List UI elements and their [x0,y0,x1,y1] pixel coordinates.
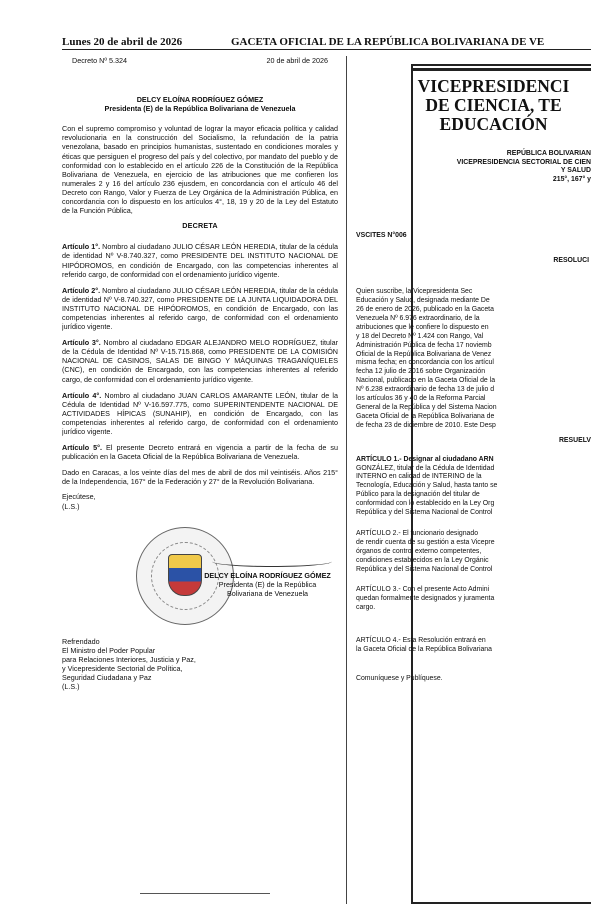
intro-line: Administración Pública de fecha 17 noviemb [356,341,492,349]
inst-line-2: VICEPRESIDENCIA SECTORIAL DE CIEN [456,158,591,166]
resolution-article-3 [356,586,591,613]
signature-block [62,513,338,631]
title-line-2: DE CIENCIA, TE [425,95,562,115]
header-date: Lunes 20 de abril de 2026 [62,36,183,48]
intro-line: de fecha 23 de diciembre de 2010. Este Desp [356,421,496,429]
resolucion-heading: RESOLUCI [553,257,589,265]
article-line: condiciones establecidos en la Ley Orgánic [356,556,489,564]
header-gazette-title: GACETA OFICIAL DE LA REPÚBLICA BOLIVARIANA DE VE [231,36,545,48]
minister-line-1: El Ministro del Poder Popular [62,645,156,655]
article-text: Nombro al ciudadano JULIO CÉSAR LEÓN HEREDIA, titular de la cédula de identidad Nº V-8.740.327, como PRESIDENTE DEL INSTITUTO NACIONAL DE HIPÓDROMOS, en condición de Encargado, con las competencias inherentes al referido cargo, de conformidad con el ordenamiento jurídico vigente. [62,242,338,279]
decree-date: 20 de abril de 2026 [266,56,328,65]
article-line: cargo. [356,604,376,612]
article-line: ARTÍCULO 1.- Designar al ciudadano ARN [356,455,494,463]
intro-line: 26 de enero de 2026, publicado en la Gaceta [356,306,494,313]
article-line: ARTÍCULO 4.- Esta Resolución entrará en [356,637,486,645]
article-line: Tecnología, Educación y Salud, hasta tanto se [356,482,498,490]
ejecutese-label: Ejecútese, [62,492,96,502]
intro-line: fecha 12 julio de 2016 sobre Organización [356,368,486,376]
minister-line-4: Seguridad Ciudadana y Paz [62,673,152,683]
article-text: Nombro al ciudadano EDGAR ALEJANDRO MELO RODRÍGUEZ, titular de la Cédula de Identidad Nº V-15.715.868, como PRESIDENTE DE LA COMISIÓN NACIONAL DE CASINOS, SALAS DE BINGO Y MÁQUINAS TRAGANÍQUELES (CNC), en condición de Encargado, con las competencias inherentes al referido cargo, de conformidad con el ordenamiento jurídico vigente. [62,338,338,384]
title-line-1: VICEPRESIDENCI [417,76,570,96]
article-text: El presente Decreto entrará en vigencia a partir de la fecha de su publicación en la Gaceta Oficial de la República Bolivariana de Venezuela. [62,443,338,462]
intro-line: Oficial de la República Bolivariana de Venez [356,350,492,358]
column-divider [346,56,347,904]
signature-line [140,893,270,894]
article-line: la Gaceta Oficial de la República Bolivariana [356,646,492,654]
article-lead: Artículo 2°. [62,285,101,295]
decree-article-1 [62,242,338,278]
decree-article-2 [62,286,338,331]
article-text: Nombro al ciudadano JULIO CÉSAR LEÓN HEREDIA, titular de la cédula de identidad Nº V-8.740.327, como PRESIDENTE DE LA JUNTA LIQUIDADORA DEL INSTITUTO NACIONAL DE HIPÓDROMOS, en condición de Encargado, con las competencias inherentes al referido cargo, de conformidad con el ordenamiento jurídico vigente. [62,285,338,332]
intro-line: atribuciones que le confiere lo dispuesto en [356,323,489,331]
intro-line: Nacional, publicado en la Gaceta Oficial de la [356,377,496,385]
ls-mark: (L.S.) [62,682,80,692]
article-line: INTERNO en calidad de INTERINO de la [356,473,482,481]
countersignature [62,637,338,692]
decreta-heading: DECRETA [182,221,218,231]
decree-article-4 [62,391,338,436]
signer-title-heading: Presidenta (E) de la República Bolivariana de Venezuela [104,104,296,114]
article-line: República y del Sistema Nacional de Control [356,509,493,517]
decree-article-5 [62,443,338,461]
article-lead: Artículo 3°. [62,338,101,348]
refrendado-label: Refrendado [62,636,100,646]
institution-heading [356,150,591,184]
decree-article-3 [62,338,338,383]
signature-title-1: Presidenta (E) de la República [218,579,317,589]
minister-line-2: para Relaciones Interiores, Justicia y Paz, [62,654,196,664]
intro-line: misma fecha; en concordancia con los artícul [356,359,494,367]
article-lead: Artículo 1°. [62,242,101,252]
decree-closing: Dado en Caracas, a los veinte días del mes de abril de dos mil veintiséis. Años 215° de la Independencia, 167° de la Federación y 27° de la Revolución Bolivariana. [62,468,338,487]
signer-name-heading: DELCY ELOÍNA RODRÍGUEZ GÓMEZ [136,95,264,105]
article-text: Nombro al ciudadano JUAN CARLOS AMARANTE LEÓN, titular de la Cédula de Identidad Nº V-16.597.775, como SUPERINTENDENTE NACIONAL DE ACTIVIDADES HÍPICAS (SUNAHIP), en condición de Encargado, con las competencias inherentes al referido cargo, de conformidad con el ordenamiento jurídico vigente. [62,390,338,436]
resolution-article-2 [356,530,591,575]
minister-line-3: y Vicepresidente Sectorial de Política, [62,663,183,673]
signature-name: DELCY ELOÍNA RODRÍGUEZ GÓMEZ [204,570,331,580]
handwritten-signature [212,556,332,567]
article-line: Público para la designación del titular de [356,491,480,499]
inst-line-4: 215°, 167° y [552,175,591,183]
article-line: GONZÁLEZ, titular de la Cédula de Identidad [356,464,495,472]
decree-number: Decreto Nº 5.324 [72,56,127,65]
intro-line: Venezuela Nº 6.976 extraordinario, de la [356,314,480,322]
intro-line: y 18 del Decreto Nº 1.424 con Rango, Val [356,332,484,340]
article-line: ARTÍCULO 2.- El funcionario designado [356,529,479,537]
article-line: de rendir cuenta de su gestión a esta Vicepre [356,538,495,546]
gazette-header [0,0,591,52]
ls-mark: (L.S.) [62,501,80,511]
article-line: quedan formalmente designados y juramenta [356,595,495,603]
resolution-title [396,77,591,134]
decree-meta [62,56,338,65]
resolution-intro [356,288,591,431]
resolution-number: VSCITES N°006 [356,232,407,240]
signature-title-2: Bolivariana de Venezuela [226,588,309,598]
header-rule [62,49,591,50]
resuelve-heading: RESUELV [558,436,591,444]
article-line: órganos de control externo competentes, [356,547,482,555]
decree-preamble: Con el supremo compromiso y voluntad de lograr la mayor eficacia política y calidad revolucionaria en la construcción del Socialismo, la refundación de la patria venezolana, basado en principios humanistas, sustentado en condiciones morales y éticas que persiguen el progreso del país y del colectivo, por mandato del pueblo y de conformidad con lo establecido en el artículo 226 de la Constitución de la República Bolivariana de Venezuela, en ejercicio de las atribuciones que me confieren los numerales 2 y 16 del artículo 236 ejusdem, en concordancia con el artículo 46 del Decreto con Rango, Valor y Fuerza de Ley Orgánica de la Administración Pública, en concordancia con lo dispuesto en los artículos 4°, 18, 19 y 20 de la Ley del Estatuto de la Función Pública, [62,124,338,216]
resolution-closing: Comuníquese y Publíquese. [356,675,443,682]
inst-line-3: Y SALUD [560,167,591,175]
resolution-article-4 [356,637,591,655]
article-line: conformidad con lo establecido en la Ley Org [356,500,495,508]
intro-line: General de la República y del Sistema Nacion [356,403,497,411]
intro-line: Educación y Salud, designada mediante De [356,297,490,305]
resolution-article-1 [356,456,591,518]
article-line: ARTÍCULO 3.- Con el presente Acto Admini [356,586,490,594]
resolution-column [356,56,591,904]
intro-line: los artículos 36 y 40 de la Reforma Parcial [356,395,486,403]
article-lead: Artículo 5°. [62,443,103,453]
intro-line: Gaceta Oficial de la República Bolivariana de [356,412,495,420]
title-line-3: EDUCACIÓN [439,114,548,134]
decree-column [62,56,338,904]
signature-caption [197,571,338,598]
intro-line: Nº 6.238 extraordinario de fecha 13 de julio d [356,386,495,394]
article-line: República y del Sistema Nacional de Control [356,565,493,573]
inst-line-1: REPÚBLICA BOLIVARIAN [506,150,591,157]
intro-line: Quien suscribe, la Vicepresidenta Sec [356,288,473,296]
article-lead: Artículo 4°. [62,390,102,400]
